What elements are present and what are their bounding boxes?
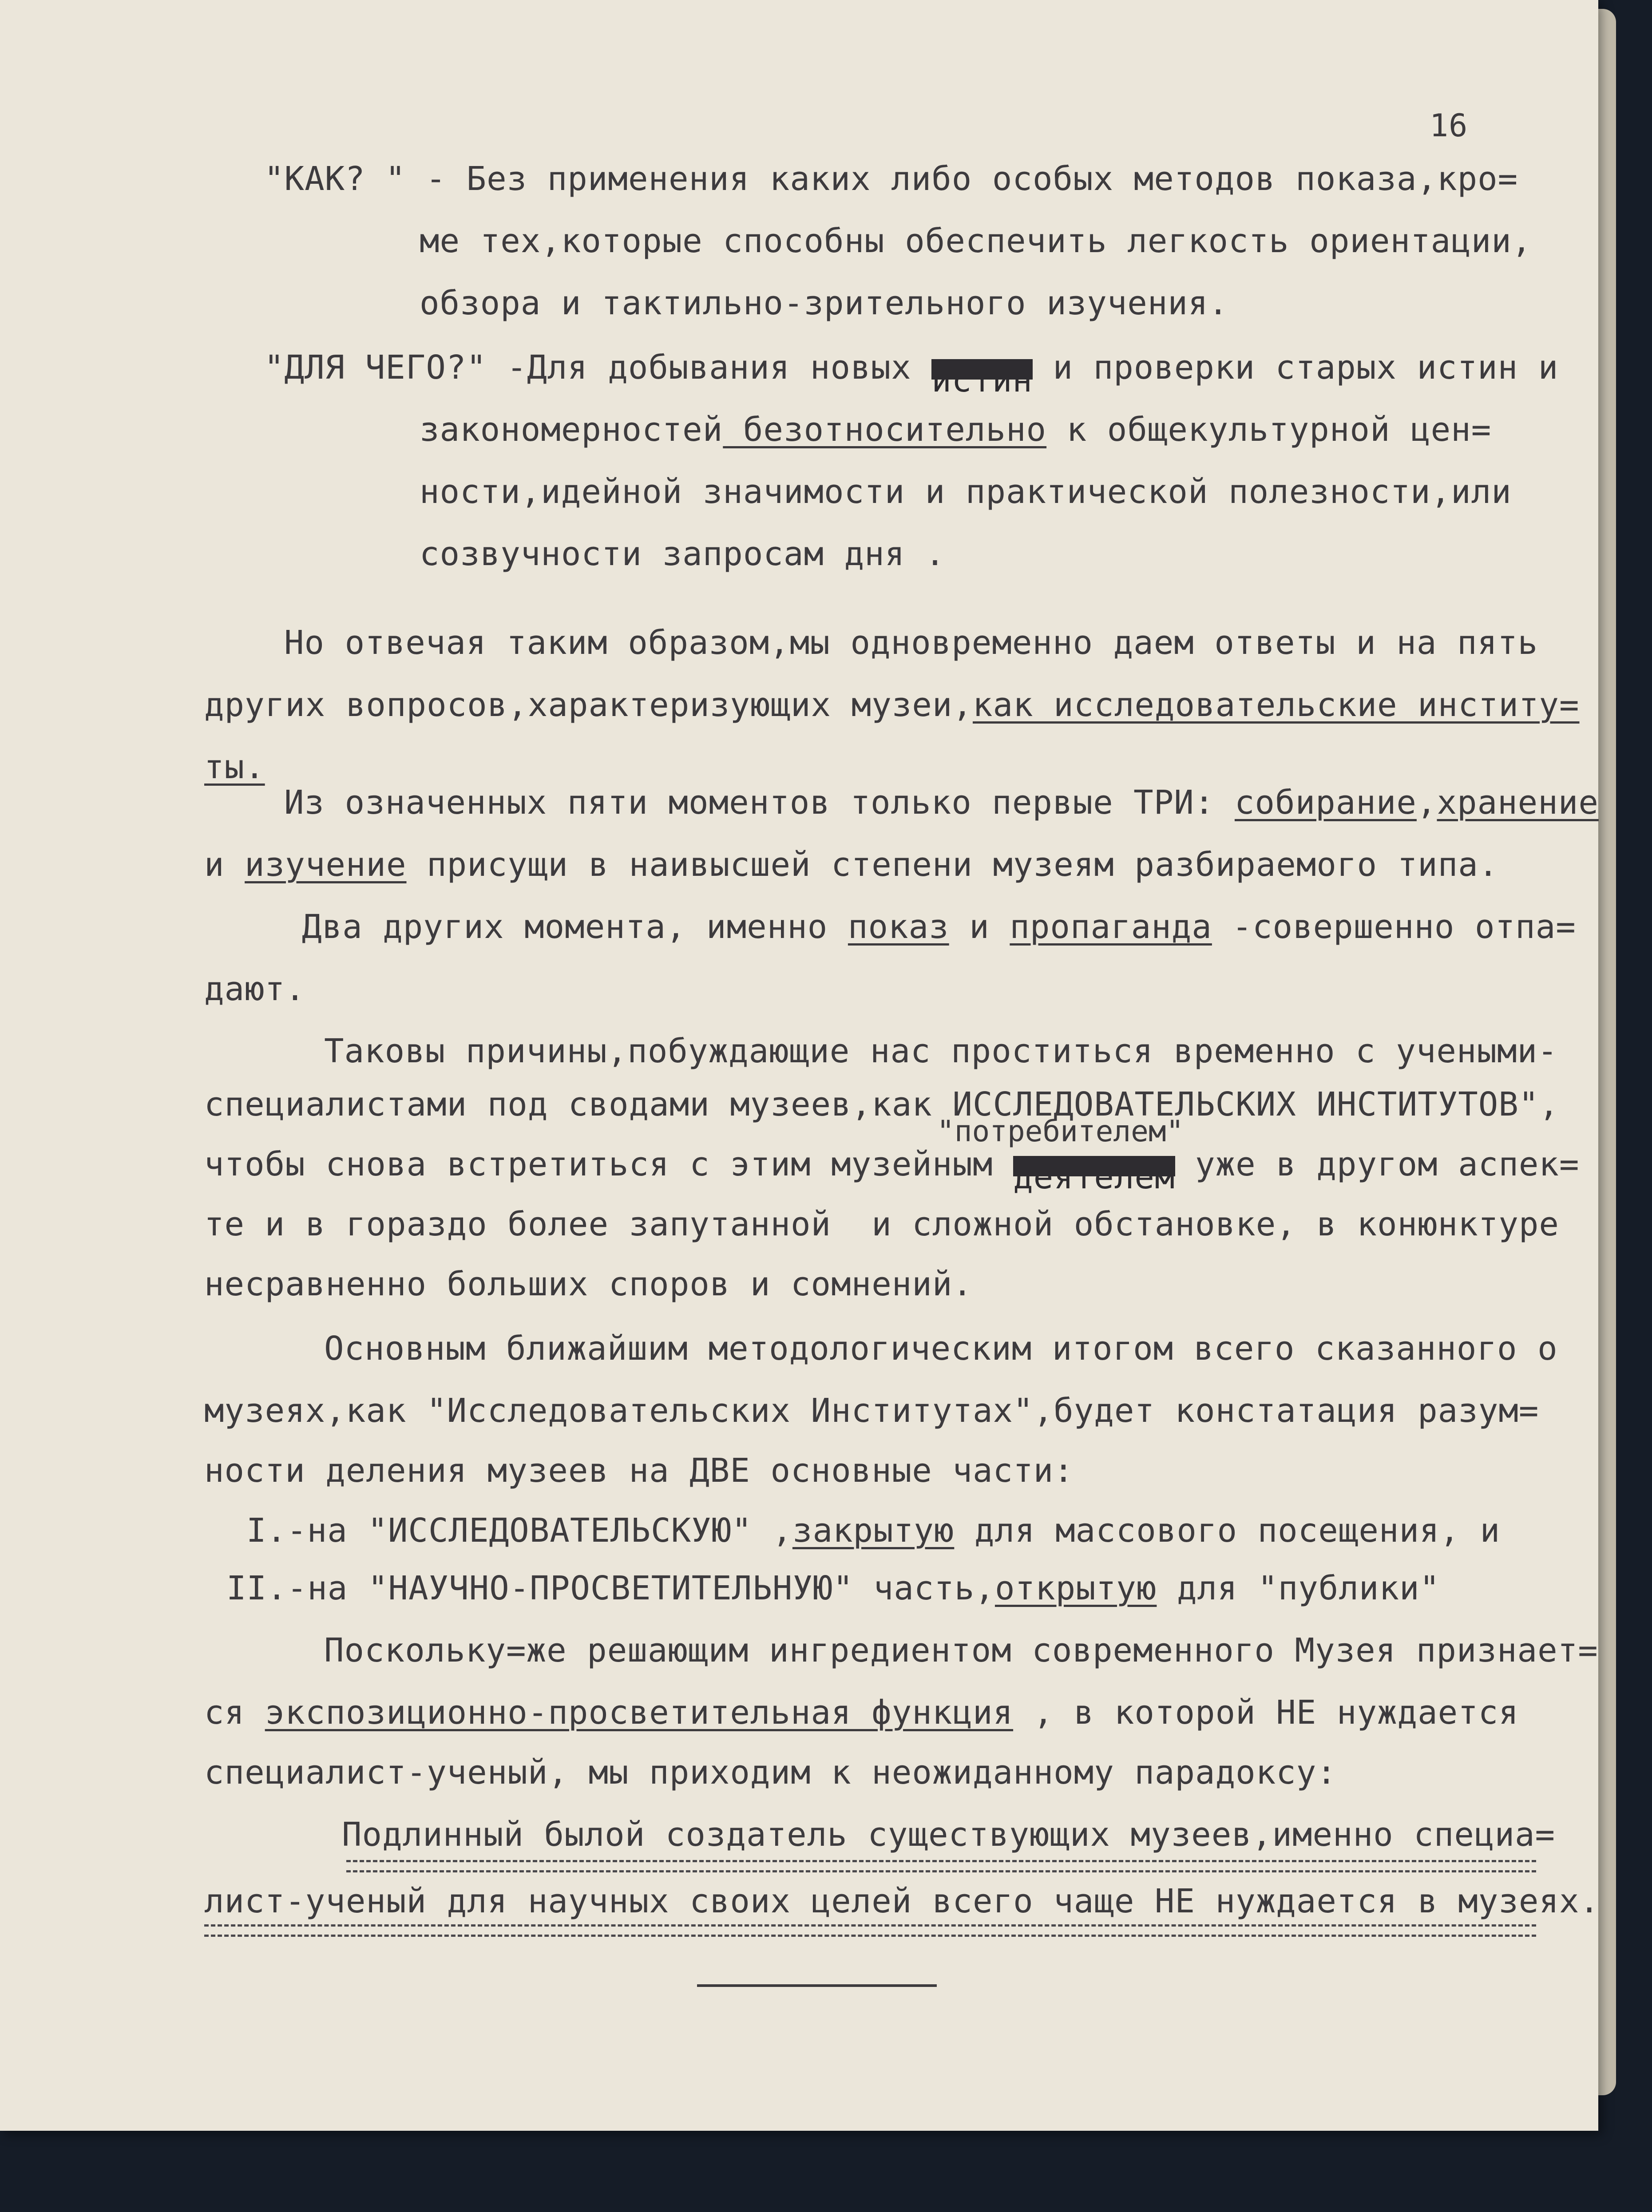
text-run: присущи в наивысшей степени музеям разбираемого типа. bbox=[406, 846, 1499, 884]
text-line: обзора и тактильно-зрительного изучения. bbox=[420, 284, 1229, 322]
text-line: Подлинный былой создатель существующих музеев,именно специа= bbox=[342, 1816, 1556, 1854]
underlined-text: экспозиционно-просветительная функция bbox=[265, 1694, 1014, 1732]
text-line bbox=[264, 346, 1559, 400]
text-line: дают. bbox=[204, 970, 305, 1008]
text-line bbox=[420, 408, 1491, 451]
text-line: Но отвечая таким образом,мы одновременно даем ответы и на пять bbox=[284, 624, 1538, 662]
underlined-text: ты. bbox=[204, 748, 265, 786]
underlined-text: безотносительно bbox=[723, 411, 1047, 449]
text-line: Таковы причины,побуждающие нас проститься временно с учеными- bbox=[324, 1032, 1558, 1070]
closing-rule bbox=[697, 1984, 937, 1987]
text-run: уже в другом аспек= bbox=[1175, 1145, 1580, 1183]
list-item bbox=[226, 1567, 1440, 1610]
text-line: специалист-ученый, мы приходим к неожиданному парадоксу: bbox=[204, 1753, 1337, 1792]
text-run: чтобы снова встретиться с этим музейным bbox=[204, 1145, 1014, 1183]
text-line: несравненно больших споров и сомнений. bbox=[204, 1265, 973, 1303]
text-line bbox=[204, 746, 265, 788]
underlined-text: как исследовательские институ= bbox=[972, 686, 1580, 724]
text-run: "КАК? " bbox=[264, 160, 406, 198]
text-run: закономерностей bbox=[420, 411, 723, 449]
struck-out-word: истин bbox=[931, 359, 1033, 380]
underlined-text: открытую bbox=[994, 1569, 1157, 1607]
text-line: те и в гораздо более запутанной и сложной обстановке, в конюнктуре bbox=[204, 1205, 1559, 1243]
text-line: музеях,как "Исследовательских Институтах",будет констатация разум= bbox=[204, 1392, 1539, 1430]
text-run: Два других момента, именно bbox=[302, 908, 848, 946]
underlined-text: изучение bbox=[245, 846, 407, 884]
text-run: ся bbox=[204, 1694, 265, 1732]
text-line bbox=[284, 781, 1599, 824]
text-line bbox=[204, 1691, 1519, 1734]
text-line: созвучности запросам дня . bbox=[420, 535, 946, 573]
underlined-text: пропаганда bbox=[1010, 908, 1212, 946]
list-item bbox=[246, 1509, 1500, 1552]
text-run: и bbox=[949, 908, 1010, 946]
text-run: , в которой НЕ нуждается bbox=[1013, 1694, 1519, 1732]
text-run: - Без применения каких либо особых методов показа,кро= bbox=[405, 160, 1518, 198]
text-line bbox=[204, 684, 1580, 726]
text-line: Поскольку=же решающим ингредиентом современного Музея признает= bbox=[324, 1631, 1598, 1670]
text-line: ности деления музеев на ДВЕ основные части: bbox=[204, 1452, 1074, 1490]
text-line bbox=[204, 1143, 1580, 1197]
text-run: II.-на "НАУЧНО-ПРОСВЕТИТЕЛЬНУЮ" часть, bbox=[226, 1569, 995, 1607]
handwritten-insertion: "потребителем" bbox=[937, 1114, 1184, 1148]
text-line: специалистами под сводами музеев,как ИССЛЕДОВАТЕЛЬСКИХ ИНСТИТУТОВ", bbox=[204, 1085, 1559, 1124]
double-underline bbox=[346, 1860, 1536, 1872]
underlined-text: собирание bbox=[1234, 783, 1417, 822]
text-line: Основным ближайшим методологическим итогом всего сказанного о bbox=[324, 1330, 1558, 1368]
text-run: и bbox=[204, 846, 245, 884]
underlined-text: хранение bbox=[1437, 783, 1599, 822]
page-number: 16 bbox=[1430, 107, 1468, 144]
text-run: -совершенно отпа= bbox=[1212, 908, 1576, 946]
text-run: для "публики" bbox=[1157, 1569, 1440, 1607]
text-line bbox=[204, 843, 1498, 886]
text-run: , bbox=[1416, 783, 1437, 822]
text-run: I.-на "ИССЛЕДОВАТЕЛЬСКУЮ" , bbox=[246, 1512, 792, 1550]
text-run: других вопросов,характеризующих музеи, bbox=[204, 686, 973, 724]
text-run: Из означенных пяти моментов только первые ТРИ: bbox=[284, 783, 1235, 822]
text-line bbox=[264, 158, 1518, 200]
text-line bbox=[302, 906, 1576, 948]
underlined-text: показ bbox=[848, 908, 949, 946]
text-line: ности,идейной значимости и практической полезности,или bbox=[420, 473, 1512, 511]
text-line: ме тех,которые способны обеспечить легкость ориентации, bbox=[420, 222, 1532, 260]
text-run: для массового посещения, и bbox=[954, 1512, 1501, 1550]
text-run: и проверки старых истин и bbox=[1032, 348, 1559, 387]
double-underline bbox=[204, 1924, 1536, 1937]
underlined-text: закрытую bbox=[792, 1512, 955, 1550]
struck-out-word: деятелем bbox=[1013, 1156, 1175, 1176]
text-line: лист-ученый для научных своих целей всего чаще НЕ нуждается в музеях. bbox=[204, 1882, 1600, 1920]
text-run: к общекультурной цен= bbox=[1046, 411, 1492, 449]
text-run: "ДЛЯ ЧЕГО?" -Для добывания новых bbox=[264, 348, 932, 387]
